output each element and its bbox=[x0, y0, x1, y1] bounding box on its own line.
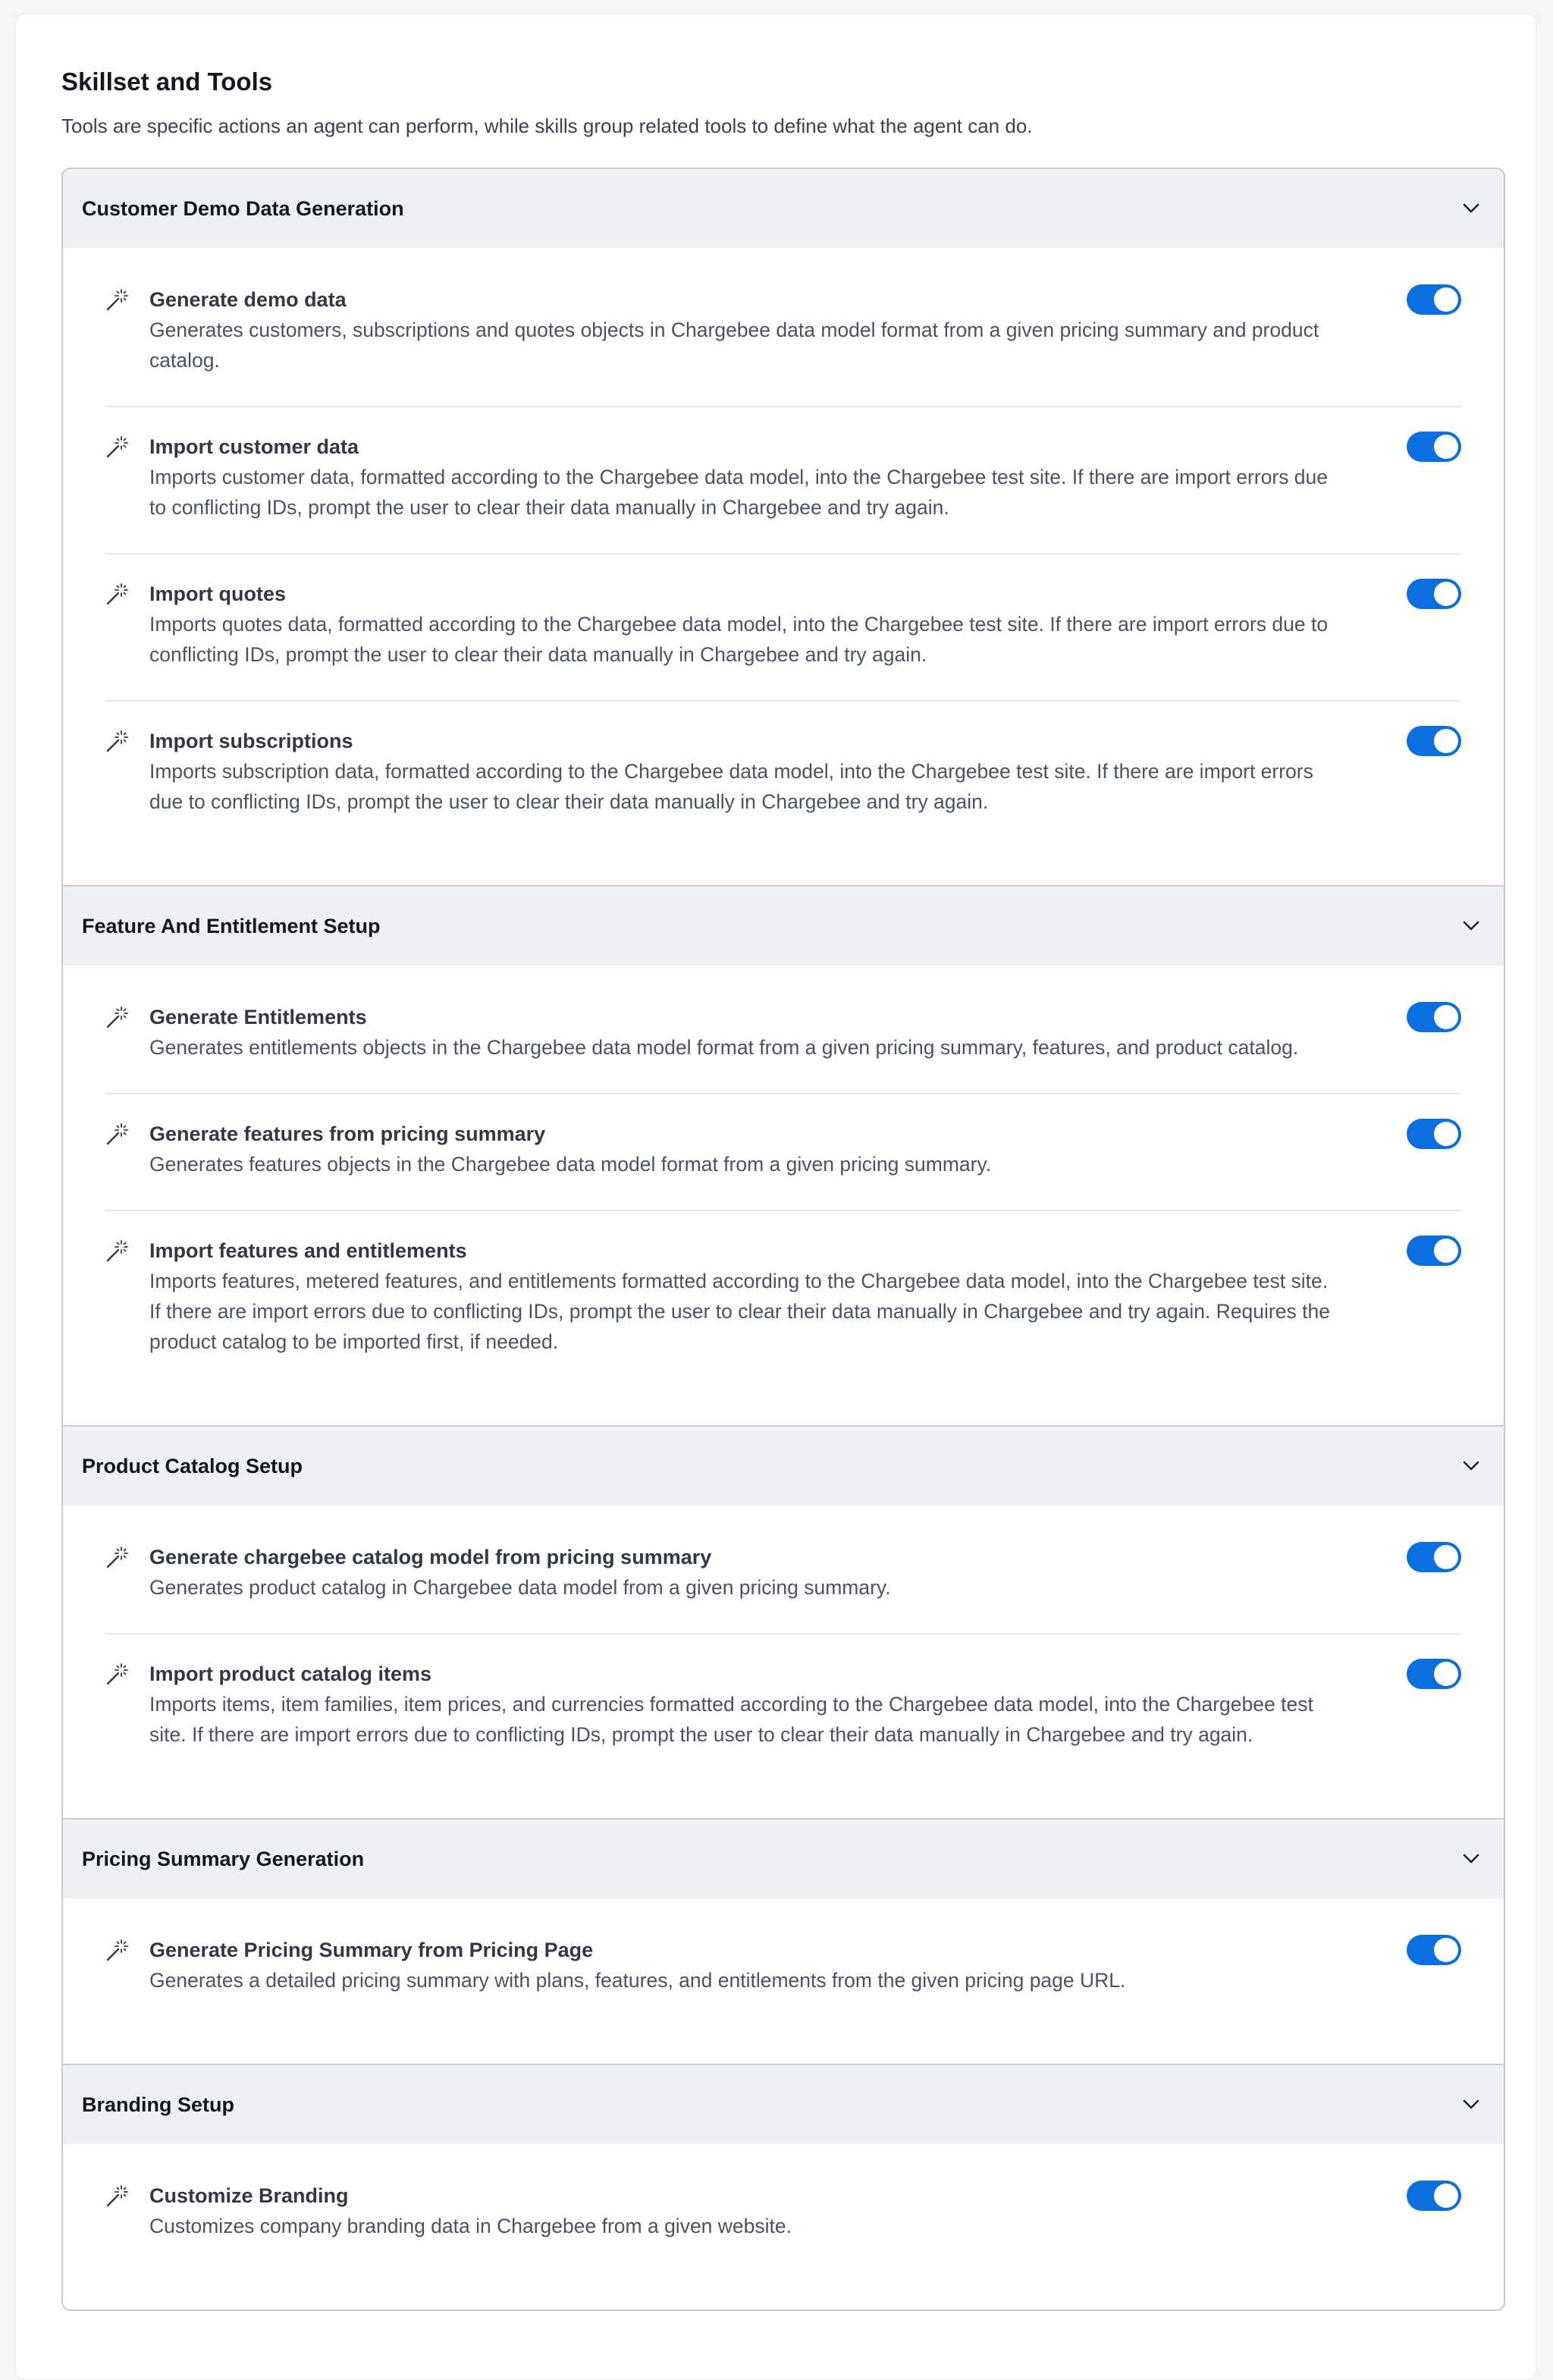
tool-enabled-toggle[interactable] bbox=[1407, 1542, 1461, 1572]
chevron-down-icon[interactable] bbox=[1461, 1456, 1481, 1476]
magic-wand-icon bbox=[105, 2181, 149, 2211]
tool-description: Imports quotes data, formatted according to the Chargebee data model, into the Chargebee test site. If there are import errors due to conflicting IDs, prompt the user to clear their data manually in Chargebee and try again. bbox=[149, 613, 1329, 666]
skill-group-content bbox=[63, 1898, 1504, 2064]
magic-wand-icon bbox=[105, 1236, 149, 1266]
toggle-knob bbox=[1434, 2184, 1458, 2208]
toggle-knob bbox=[1434, 582, 1458, 606]
skill-group-content bbox=[63, 966, 1504, 1425]
skill-group bbox=[63, 169, 1504, 885]
toggle-knob bbox=[1434, 1938, 1458, 1962]
chevron-down-icon[interactable] bbox=[1461, 2095, 1481, 2115]
tool-enabled-toggle[interactable] bbox=[1407, 726, 1461, 756]
skill-group-title: Feature And Entitlement Setup bbox=[82, 914, 381, 937]
tool-title: Import customer data bbox=[149, 435, 359, 458]
skill-group-content bbox=[63, 248, 1504, 885]
tool-item-body bbox=[149, 1119, 1407, 1179]
skill-group-header[interactable] bbox=[63, 2064, 1504, 2144]
skill-group-header[interactable] bbox=[63, 1425, 1504, 1506]
chevron-down-icon[interactable] bbox=[1461, 916, 1481, 936]
tool-enabled-toggle[interactable] bbox=[1407, 1659, 1461, 1689]
chevron-down-icon[interactable] bbox=[1461, 1849, 1481, 1869]
chevron-down-icon[interactable] bbox=[1461, 199, 1481, 218]
tool-description: Generates customers, subscriptions and quotes objects in Chargebee data model format from a given pricing summary and product catalog. bbox=[149, 319, 1319, 372]
tool-enabled-toggle[interactable] bbox=[1407, 432, 1461, 462]
tool-enabled-toggle[interactable] bbox=[1407, 2181, 1461, 2211]
tool-item-body bbox=[149, 1659, 1407, 1750]
tool-description: Generates features objects in the Chargebee data model format from a given pricing summary. bbox=[149, 1153, 992, 1176]
magic-wand-icon bbox=[105, 284, 149, 315]
skill-group-content bbox=[63, 2144, 1504, 2309]
magic-wand-icon bbox=[105, 579, 149, 609]
toggle-knob bbox=[1434, 1005, 1458, 1029]
magic-wand-icon bbox=[105, 1002, 149, 1032]
toggle-knob bbox=[1434, 1239, 1458, 1263]
skill-groups bbox=[61, 168, 1505, 2311]
magic-wand-icon bbox=[105, 1542, 149, 1572]
tool-item bbox=[105, 2156, 1461, 2272]
toggle-knob bbox=[1434, 287, 1458, 312]
skillset-card bbox=[15, 14, 1536, 2380]
tool-description: Imports features, metered features, and entitlements formatted according to the Chargebee data model, into the Chargebee test site. If there are import errors due to conflicting IDs, prompt the user to clear their data manually in Chargebee and try again. Requires the product catalog to be imported first, if needed. bbox=[149, 1270, 1330, 1353]
tool-item bbox=[105, 1911, 1461, 2026]
tool-description: Generates product catalog in Chargebee data model from a given pricing summary. bbox=[149, 1576, 891, 1599]
tool-enabled-toggle[interactable] bbox=[1407, 579, 1461, 609]
tool-item bbox=[105, 260, 1461, 407]
skill-group-title: Customer Demo Data Generation bbox=[82, 196, 404, 220]
tool-item bbox=[105, 1094, 1461, 1211]
tool-item-body bbox=[149, 1542, 1407, 1603]
tool-item bbox=[105, 1211, 1461, 1387]
tool-title: Generate Entitlements bbox=[149, 1006, 367, 1028]
tool-item-body bbox=[149, 432, 1407, 523]
skill-group-title: Product Catalog Setup bbox=[82, 1454, 303, 1477]
tool-description: Imports customer data, formatted according to the Chargebee data model, into the Chargebee test site. If there are import errors due to conflicting IDs, prompt the user to clear their data manually in Chargebee and try again. bbox=[149, 466, 1329, 519]
tool-title: Import quotes bbox=[149, 582, 286, 605]
tool-item-body bbox=[149, 284, 1407, 375]
tool-description: Generates a detailed pricing summary with plans, features, and entitlements from the given pricing page URL. bbox=[149, 1969, 1126, 1992]
tool-item bbox=[105, 978, 1461, 1094]
toggle-knob bbox=[1434, 435, 1458, 459]
tool-item-body bbox=[149, 1935, 1407, 1995]
tool-enabled-toggle[interactable] bbox=[1407, 1935, 1461, 1965]
skill-group bbox=[63, 1818, 1504, 2064]
tool-title: Generate chargebee catalog model from pricing summary bbox=[149, 1546, 712, 1568]
tool-enabled-toggle[interactable] bbox=[1407, 284, 1461, 315]
tool-title: Customize Branding bbox=[149, 2184, 349, 2207]
skill-group-title: Branding Setup bbox=[82, 2093, 234, 2116]
skill-group bbox=[63, 885, 1504, 1425]
magic-wand-icon bbox=[105, 1119, 149, 1149]
tool-item bbox=[105, 554, 1461, 702]
tool-title: Import subscriptions bbox=[149, 730, 353, 752]
toggle-knob bbox=[1434, 729, 1458, 753]
tool-item bbox=[105, 1518, 1461, 1634]
tool-title: Import product catalog items bbox=[149, 1663, 432, 1685]
page-title: Skillset and Tools bbox=[61, 68, 273, 96]
tool-description: Customizes company branding data in Chargebee from a given website. bbox=[149, 2215, 792, 2237]
magic-wand-icon bbox=[105, 1935, 149, 1965]
tool-title: Generate Pricing Summary from Pricing Page bbox=[149, 1939, 594, 1961]
skill-group-content bbox=[63, 1506, 1504, 1818]
magic-wand-icon bbox=[105, 726, 149, 756]
tool-description: Imports subscription data, formatted according to the Chargebee data model, into the Chargebee test site. If there are import errors due to conflicting IDs, prompt the user to clear their data manually in Chargebee and try again. bbox=[149, 760, 1313, 813]
tool-item bbox=[105, 1634, 1461, 1780]
tool-description: Generates entitlements objects in the Chargebee data model format from a given pricing summary, features, and product catalog. bbox=[149, 1036, 1299, 1059]
skill-group bbox=[63, 1425, 1504, 1818]
magic-wand-icon bbox=[105, 432, 149, 462]
toggle-knob bbox=[1434, 1122, 1458, 1146]
tool-description: Imports items, item families, item prices, and currencies formatted according to the Chargebee data model, into the Chargebee test site. If there are import errors due to conflicting IDs, prompt the user to clear their data manually in Chargebee and try again. bbox=[149, 1693, 1313, 1746]
skill-group bbox=[63, 2064, 1504, 2309]
tool-title: Generate features from pricing summary bbox=[149, 1122, 546, 1145]
tool-item-body bbox=[149, 2181, 1407, 2241]
tool-item bbox=[105, 407, 1461, 554]
tool-title: Import features and entitlements bbox=[149, 1239, 467, 1262]
toggle-knob bbox=[1434, 1662, 1458, 1686]
toggle-knob bbox=[1434, 1545, 1458, 1569]
skill-group-header[interactable] bbox=[63, 1818, 1504, 1898]
tool-item-body bbox=[149, 579, 1407, 670]
tool-item bbox=[105, 702, 1461, 847]
skill-group-header[interactable] bbox=[63, 885, 1504, 966]
skill-group-title: Pricing Summary Generation bbox=[82, 1847, 365, 1870]
tool-enabled-toggle[interactable] bbox=[1407, 1002, 1461, 1032]
tool-enabled-toggle[interactable] bbox=[1407, 1236, 1461, 1266]
magic-wand-icon bbox=[105, 1659, 149, 1689]
tool-item-body bbox=[149, 726, 1407, 817]
tool-title: Generate demo data bbox=[149, 288, 347, 311]
page-subtitle: Tools are specific actions an agent can perform, while skills group related tools to define what the agent can do. bbox=[61, 115, 1033, 137]
tool-enabled-toggle[interactable] bbox=[1407, 1119, 1461, 1149]
tool-item-body bbox=[149, 1236, 1407, 1357]
tool-item-body bbox=[149, 1002, 1407, 1063]
skill-group-header[interactable] bbox=[63, 169, 1504, 248]
